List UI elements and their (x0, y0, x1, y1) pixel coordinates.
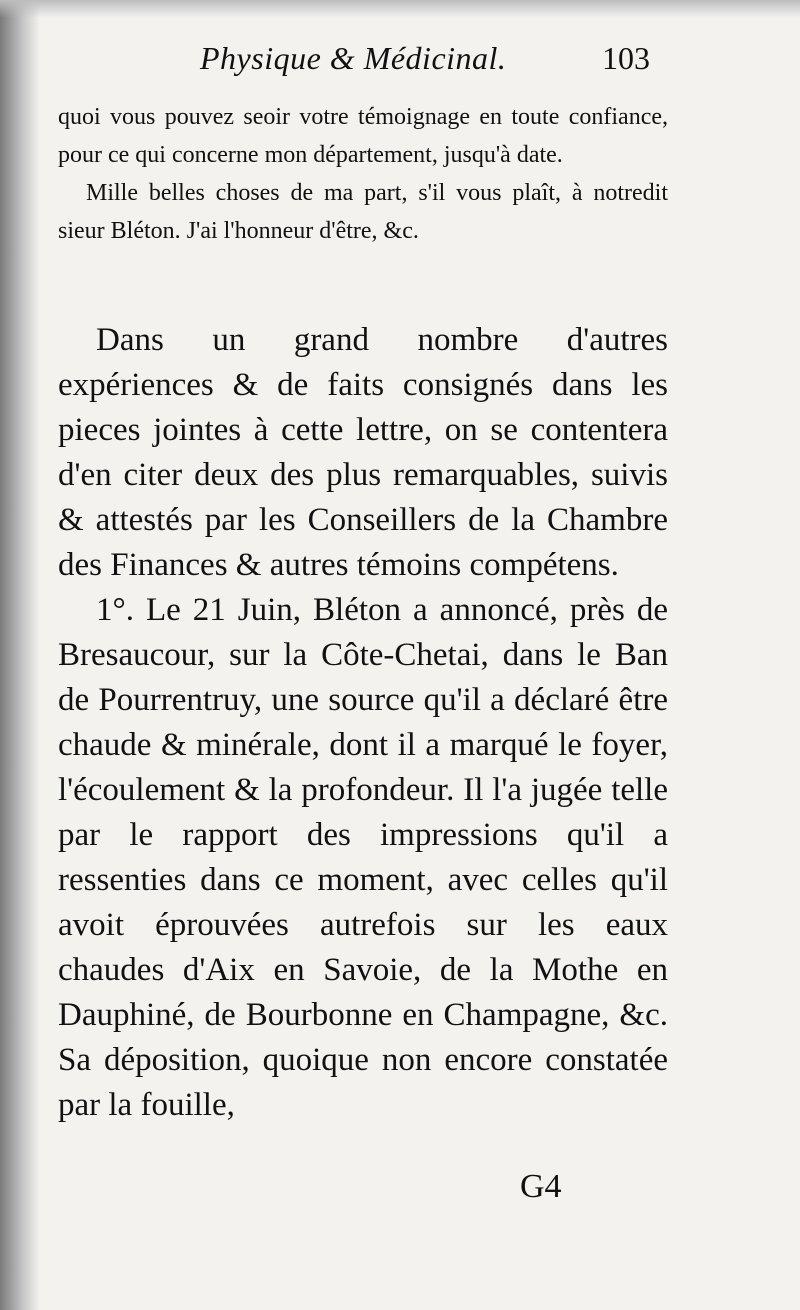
letter-paragraph: quoi vous pouvez seoir votre témoignage en toute confiance, pour ce qui concerne mon département, jusqu'à date. (58, 104, 668, 168)
letter-excerpt (58, 98, 668, 250)
body-paragraph: 1°. Le 21 Juin, Bléton a annoncé, près de Bresaucour, sur la Côte-Chetai, dans le Ban de Pourrentruy, une source qu'il a déclaré être chaude & minérale, dont il a marqué le foyer, l'écoulement & la profondeur. Il l'a jugée telle par le rapport des impressions qu'il a ressenties dans ce moment, avec celles qu'il avoit éprouvées autrefois sur les eaux chaudes d'Aix en Savoie, de la Mothe en Dauphiné, de Bourbonne en Champagne, &c. Sa déposition, quoique non encore constatée par la fouille, (58, 592, 668, 1123)
signature-mark: G4 (520, 1168, 562, 1205)
page-number: 103 (602, 40, 650, 76)
body-paragraph: Dans un grand nombre d'autres expériences & de faits consignés dans les pieces jointes à cette lettre, on se contentera d'en citer deux des plus remarquables, suivis & attestés par les Conseillers de la Chambre des Finances & autres témoins compétens. (58, 322, 668, 583)
letter-closing-paragraph: Mille belles choses de ma part, s'il vous plaît, à notredit sieur Bléton. J'ai l'honneur d'être, &c. (58, 180, 668, 244)
running-title: Physique & Médicinal. (200, 40, 507, 76)
main-text (58, 318, 668, 1128)
